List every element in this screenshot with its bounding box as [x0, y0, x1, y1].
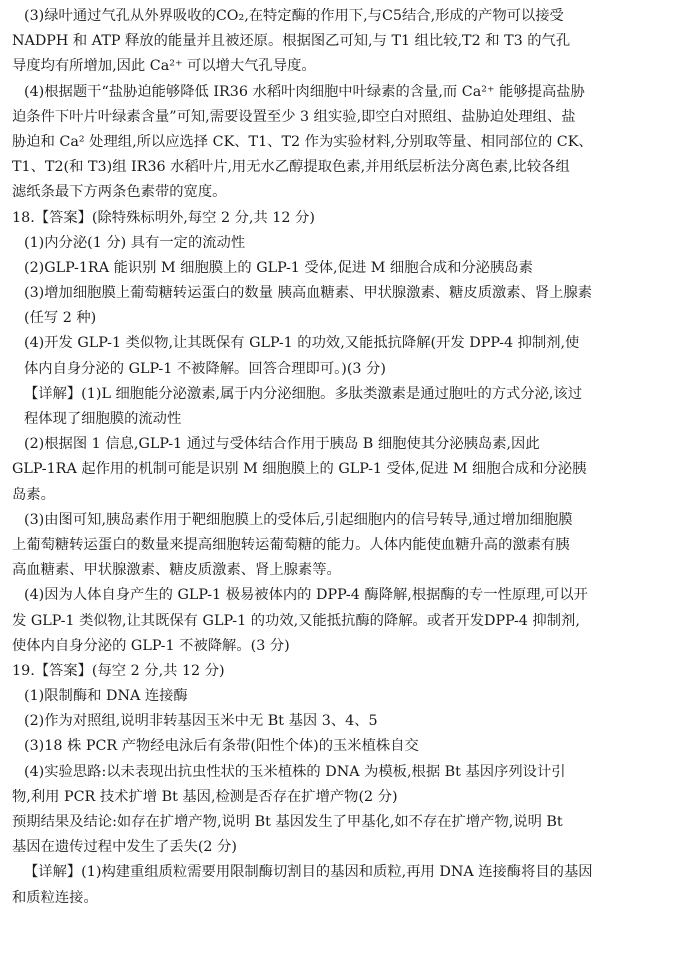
text-line: 滤纸条最下方两条色素带的宽度。 — [12, 184, 227, 201]
text-line: (4)根据题干“盐胁迫能够降低 IR36 水稻叶肉细胞中叶绿素的含量,而 Ca²⁺ 能够提高盐胁 — [24, 83, 585, 100]
text-line: 岛素。 — [12, 486, 55, 503]
text-line: GLP-1RA 起作用的机制可能是识别 M 细胞膜上的 GLP-1 受体,促进 M 细胞合成和分泌胰 — [12, 461, 587, 478]
text-line: (2)根据图 1 信息,GLP-1 通过与受体结合作用于胰岛 B 细胞使其分泌胰岛素,因此 — [24, 436, 540, 453]
text-line: (3)绿叶通过气孔从外界吸收的CO₂,在特定酶的作用下,与C5结合,形成的产物可以接受 — [24, 8, 564, 24]
text-line: (3)18 株 PCR 产物经电泳后有条带(阳性个体)的玉米植株自交 — [24, 738, 419, 755]
text-line: 迫条件下叶片叶绿素含量”可知,需要设置至少 3 组实验,即空白对照组、盐胁迫处理组、盐 — [12, 108, 576, 125]
text-line: 18.【答案】(除特殊标明外,每空 2 分,共 12 分) — [12, 209, 315, 226]
text-line: NADPH 和 ATP 释放的能量并且被还原。根据图乙可知,与 T1 组比较,T2 和 T3 的气孔 — [12, 33, 571, 50]
text-line: 物,利用 PCR 技术扩增 Bt 基因,检测是否存在扩增产物(2 分) — [12, 788, 398, 805]
text-line: (1)限制酶和 DNA 连接酶 — [24, 688, 188, 705]
text-line: 胁迫和 Ca² 处理组,所以应选择 CK、T1、T2 作为实验材料,分别取等量、相同部位的 CK、 — [12, 133, 593, 150]
text-line: 预期结果及结论:如存在扩增产物,说明 Bt 基因发生了甲基化,如不存在扩增产物,说明 Bt — [12, 814, 563, 830]
text-line: 和质粒连接。 — [12, 889, 98, 906]
text-line: 19.【答案】(每空 2 分,共 12 分) — [12, 662, 225, 679]
text-line: (2)作为对照组,说明非转基因玉米中无 Bt 基因 3、4、5 — [24, 713, 378, 730]
text-line: (3)增加细胞膜上葡萄糖转运蛋白的数量 胰高血糖素、甲状腺激素、糖皮质激素、肾上腺素 — [24, 285, 593, 302]
text-line: (4)实验思路:以未表现出抗虫性状的玉米植株的 DNA 为模板,根据 Bt 基因序列设计引 — [24, 763, 566, 780]
text-line: 高血糖素、甲状腺激素、糖皮质激素、肾上腺素等。 — [12, 562, 341, 579]
text-line: 导度均有所增加,因此 Ca²⁺ 可以增大气孔导度。 — [12, 58, 316, 75]
text-line: T1、T2(和 T3)组 IR36 水稻叶片,用无水乙醇提取色素,并用纸层析法分离色素,比较各组 — [12, 159, 570, 176]
text-line: 发 GLP-1 类似物,让其既保有 GLP-1 的功效,又能抵抗酶的降解。或者开发DPP-4 抑制剂, — [12, 612, 580, 629]
text-line: 程体现了细胞膜的流动性 — [24, 411, 182, 427]
text-line: 体内自身分泌的 GLP-1 不被降解。回答合理即可。)(3 分) — [24, 360, 386, 377]
text-line: 基因在遗传过程中发生了丢失(2 分) — [12, 839, 237, 856]
text-line: (4)开发 GLP-1 类似物,让其既保有 GLP-1 的功效,又能抵抗降解(开发 DPP-4 抑制剂,使 — [24, 335, 580, 352]
text-line: (4)因为人体自身产生的 GLP-1 极易被体内的 DPP-4 酶降解,根据酶的专一性原理,可以开 — [24, 587, 588, 604]
text-line: (2)GLP-1RA 能识别 M 细胞膜上的 GLP-1 受体,促进 M 细胞合成和分泌胰岛素 — [24, 259, 533, 276]
text-line: 上葡萄糖转运蛋白的数量来提高细胞转运葡萄糖的能力。人体内能使血糖升高的激素有胰 — [12, 536, 570, 553]
text-line: (1)内分泌(1 分) 具有一定的流动性 — [24, 234, 246, 251]
text-line: 【详解】(1)L 细胞能分泌激素,属于内分泌细胞。多肽类激素是通过胞吐的方式分泌,该过 — [24, 385, 583, 402]
text-line: (任写 2 种) — [24, 310, 97, 327]
text-line: 使体内自身分泌的 GLP-1 不被降解。(3 分) — [12, 637, 290, 654]
text-line: (3)由图可知,胰岛素作用于靶细胞膜上的受体后,引起细胞内的信号转导,通过增加细胞膜 — [24, 511, 573, 528]
text-line: 【详解】(1)构建重组质粒需要用限制酶切割目的基因和质粒,再用 DNA 连接酶将目的基因 — [24, 864, 593, 881]
